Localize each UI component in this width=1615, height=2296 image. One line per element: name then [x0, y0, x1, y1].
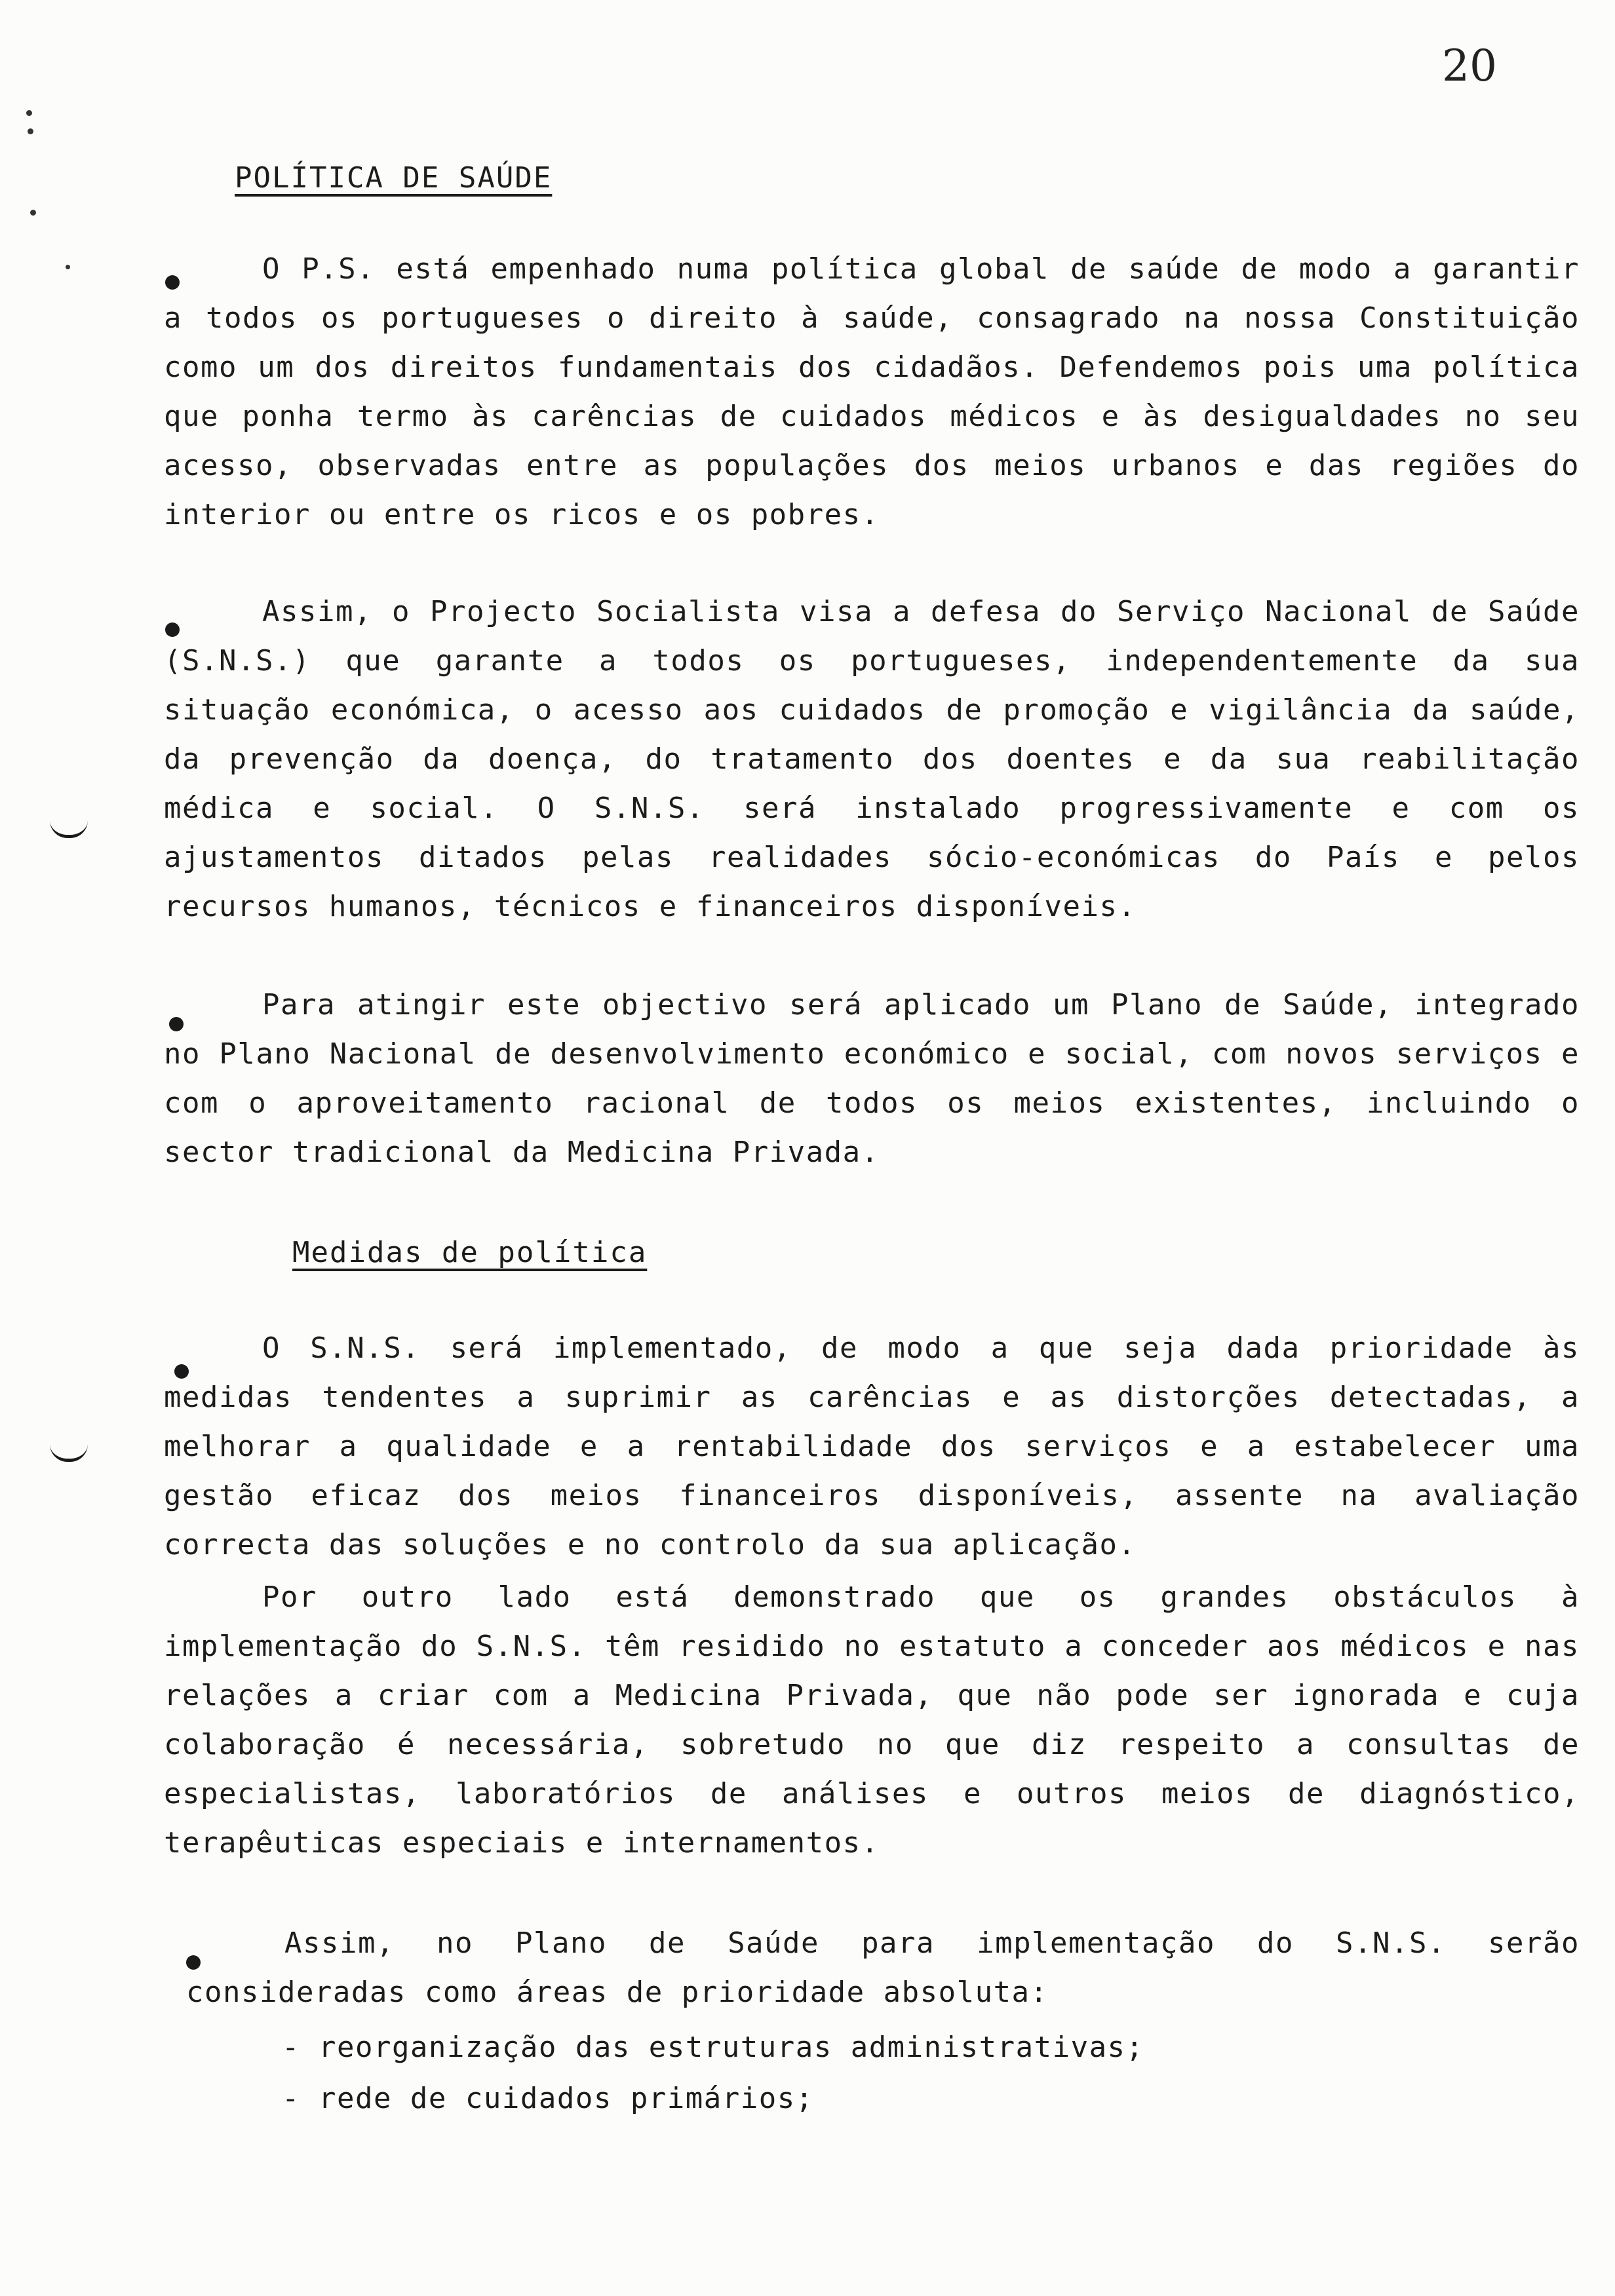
priority-list-item: - reorganização das estruturas administrativas;	[282, 2031, 1144, 2064]
page-number: 20	[1442, 41, 1497, 91]
margin-check-mark	[50, 820, 88, 838]
paragraph-4: O S.N.S. será implementado, de modo a que seja dada prioridade às medidas tendentes a suprimir as carências e as distorções detectadas, a melhorar a qualidade e a rentabilidade dos serviços e a estabelecer uma gestão eficaz dos meios financeiros disponíveis, assente na avaliação correcta das soluções e no controlo da sua aplicação.	[164, 1331, 1580, 1561]
scan-speck	[30, 210, 36, 216]
priority-list-item: - rede de cuidados primários;	[282, 2082, 814, 2115]
margin-check-mark	[50, 1444, 88, 1462]
paragraph-5: Por outro lado está demonstrado que os grandes obstáculos à implementação do S.N.S. têm residido no estatuto a conceder aos médicos e nas relações a criar com a Medicina Privada, que não pode ser ignorada e cuja colaboração é necessária, sobretudo no que diz respeito a consultas de especialistas, laboratórios de análises e outros meios de diagnóstico, terapêuticas especiais e internamentos.	[164, 1580, 1580, 1860]
scan-speck	[28, 128, 33, 134]
paragraph-6: Assim, no Plano de Saúde para implementação do S.N.S. serão consideradas como áreas de prioridade absoluta:	[186, 1926, 1580, 2009]
scan-speck	[26, 110, 32, 116]
paragraph-3: Para atingir este objectivo será aplicado um Plano de Saúde, integrado no Plano Nacional de desenvolvimento económico e social, com novos serviços e com o aproveitamento racional de todos os meios existentes, incluindo o sector tradicional da Medicina Privada.	[164, 988, 1580, 1169]
scan-speck	[66, 265, 70, 269]
section-subheading: Medidas de política	[292, 1236, 648, 1269]
paragraph-2: Assim, o Projecto Socialista visa a defesa do Serviço Nacional de Saúde (S.N.S.) que garante a todos os portugueses, independentemente da sua situação económica, o acesso aos cuidados de promoção e vigilância da saúde, da prevenção da doença, do tratamento dos doentes e da sua reabilitação médica e social. O S.N.S. será instalado progressivamente e com os ajustamentos ditados pelas realidades sócio-económicas do País e pelos recursos humanos, técnicos e financeiros disponíveis.	[164, 595, 1580, 923]
section-heading: POLÍTICA DE SAÚDE	[235, 161, 553, 195]
paragraph-1: O P.S. está empenhado numa política global de saúde de modo a garantir a todos os portugueses o direito à saúde, consagrado na nossa Constituição como um dos direitos fundamentais dos cidadãos. Defendemos pois uma política que ponha termo às carências de cuidados médicos e às desigualdades no seu acesso, observadas entre as populações dos meios urbanos e das regiões do interior ou entre os ricos e os pobres.	[164, 252, 1580, 531]
priority-list	[282, 2022, 1144, 2124]
